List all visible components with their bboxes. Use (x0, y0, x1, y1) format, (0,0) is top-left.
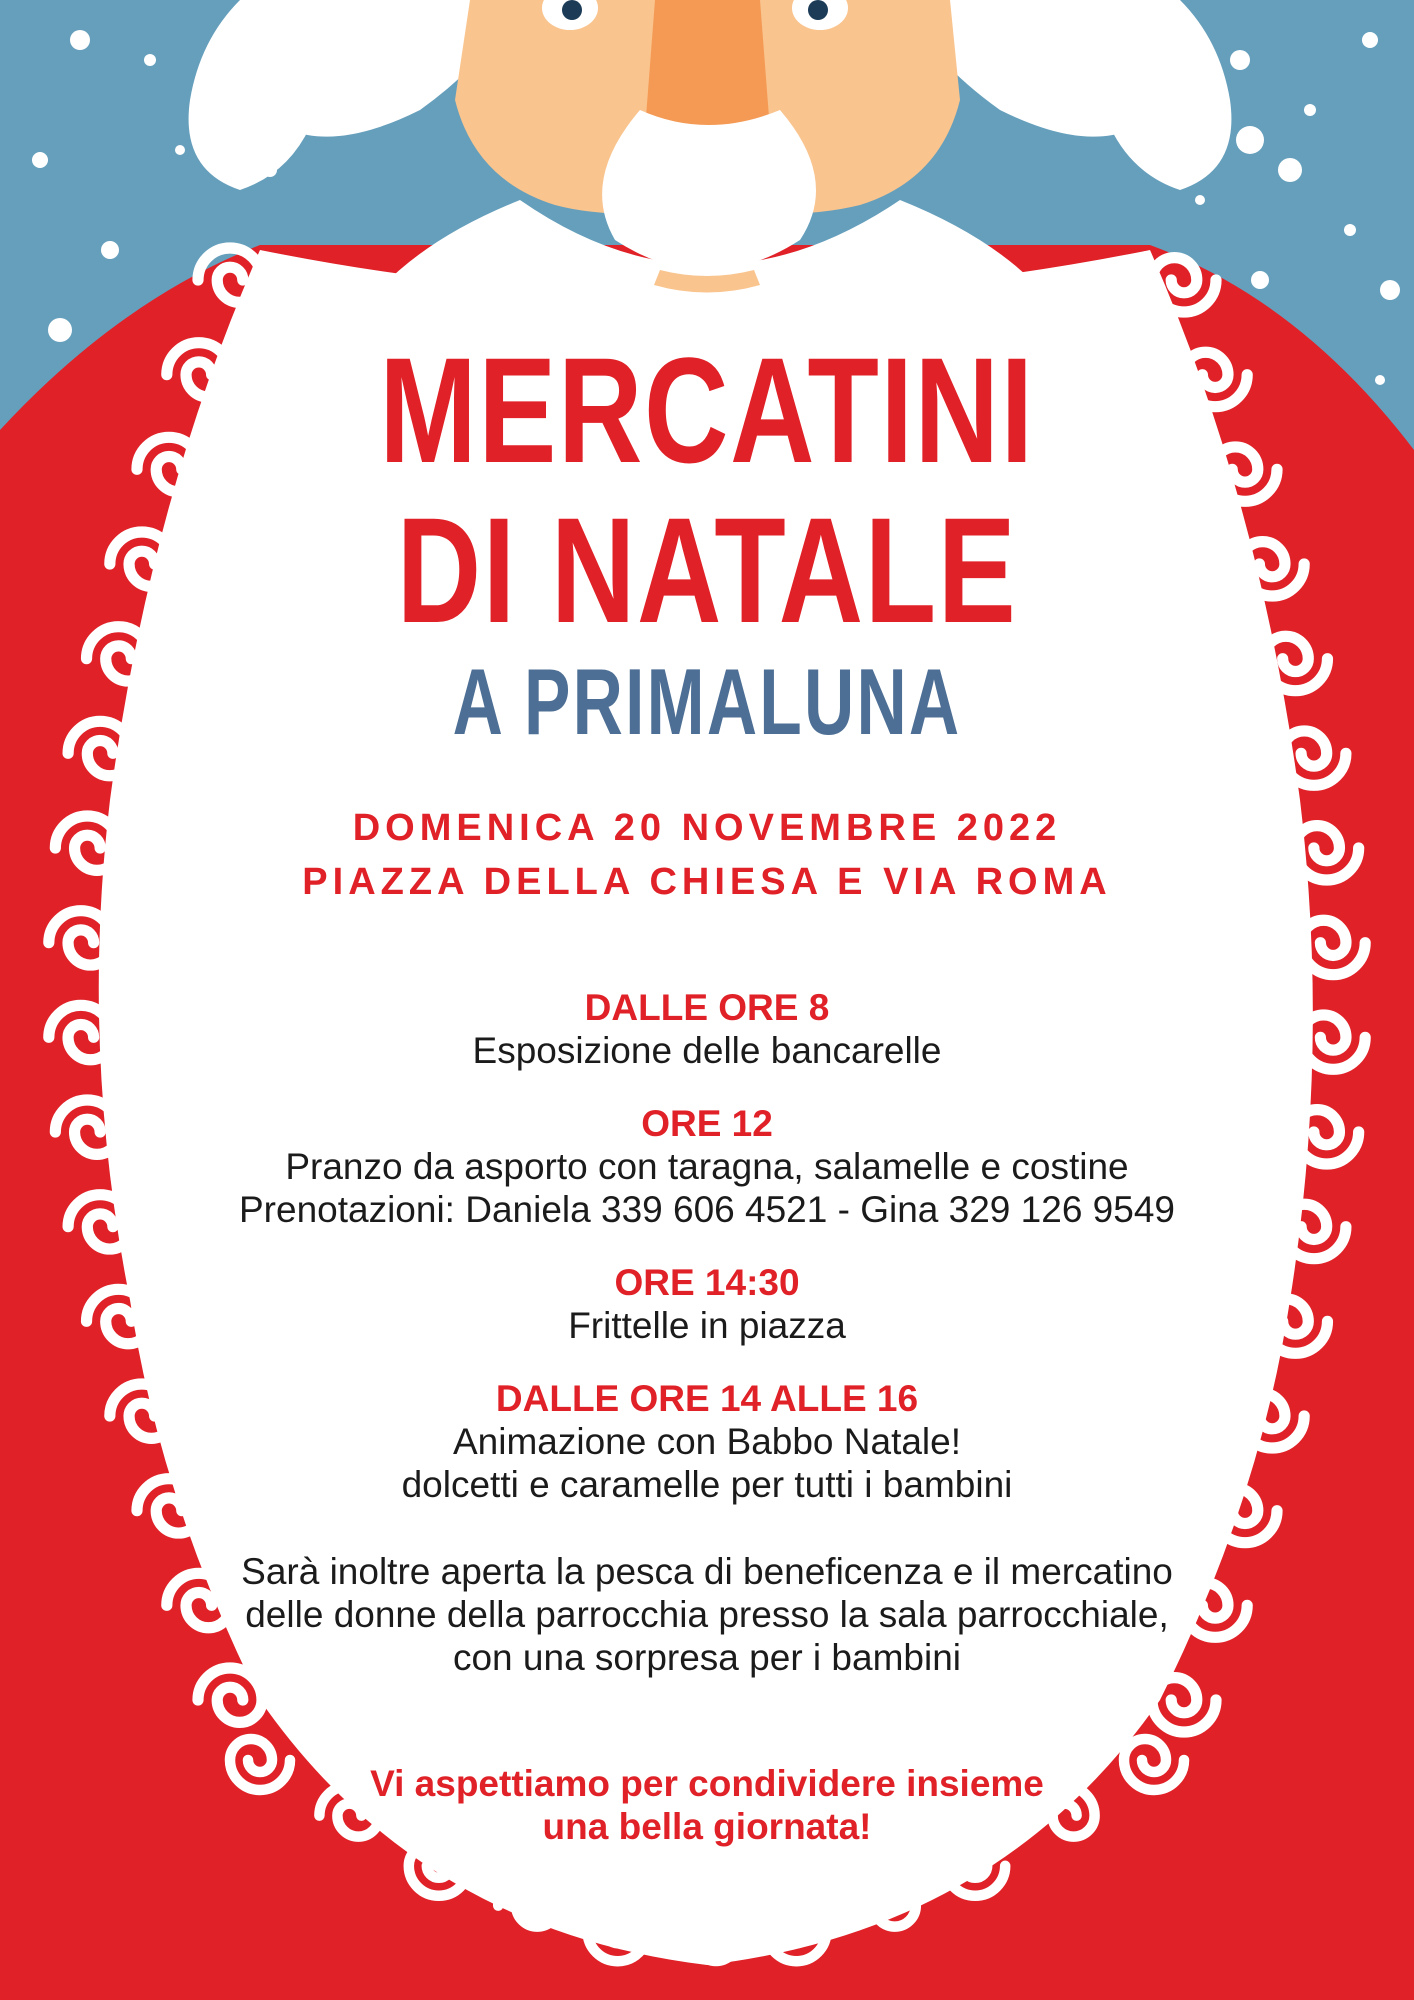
schedule-description: Frittelle in piazza (568, 1305, 846, 1346)
closing-line: Vi aspettiamo per condividere insieme (370, 1763, 1044, 1804)
schedule-time: DALLE ORE 14 ALLE 16 (495, 1378, 919, 1419)
schedule-time: ORE 14:30 (614, 1262, 800, 1303)
extra-info-line: con una sorpresa per i bambini (452, 1637, 961, 1678)
extra-info-line: Sarà inoltre aperta la pesca di beneficenza e il mercatino (241, 1551, 1173, 1592)
closing-line: una bella giornata! (542, 1806, 872, 1847)
schedule-description: Esposizione delle bancarelle (472, 1030, 942, 1071)
extra-info-line: delle donne della parrocchia presso la sala parrocchiale, (245, 1594, 1169, 1635)
schedule-time: ORE 12 (641, 1103, 773, 1144)
schedule-time: DALLE ORE 8 (584, 987, 830, 1028)
event-place: PIAZZA DELLA CHIESA E VIA ROMA (302, 861, 1112, 903)
schedule-description: Animazione con Babbo Natale! (452, 1421, 962, 1462)
event-date: DOMENICA 20 NOVEMBRE 2022 (352, 807, 1062, 849)
title-mercatini: MERCATINI (379, 326, 1035, 494)
schedule-description: Prenotazioni: Daniela 339 606 4521 - Gina 329 126 9549 (239, 1189, 1175, 1230)
title-di-natale: DI NATALE (396, 486, 1018, 654)
subtitle-primaluna: A PRIMALUNA (452, 649, 962, 754)
schedule-description: dolcetti e caramelle per tutti i bambini (401, 1464, 1013, 1505)
schedule-description: Pranzo da asporto con taragna, salamelle e costine (285, 1146, 1129, 1187)
